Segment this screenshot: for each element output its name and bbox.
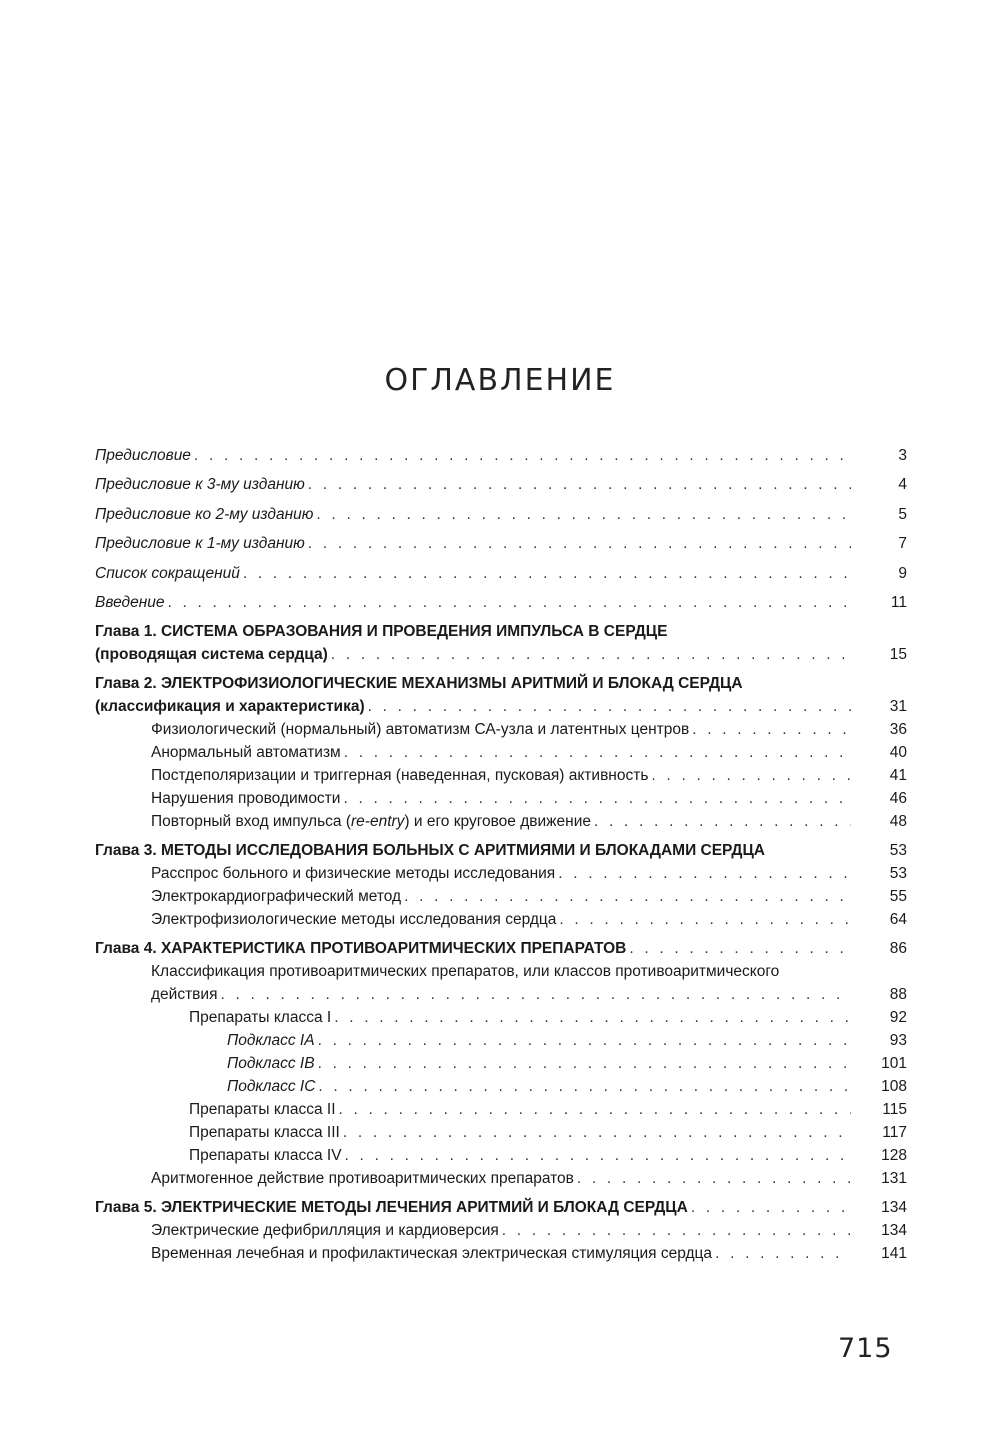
chapter-title: Глава 4. ХАРАКТЕРИСТИКА ПРОТИВОАРИТМИЧЕСКИХ ПРЕПАРАТОВ [95, 940, 627, 957]
toc-chapter-5[interactable] [95, 1196, 907, 1219]
toc-subsubsection[interactable] [95, 1029, 907, 1052]
toc-page-number: 11 [890, 594, 907, 611]
dot-leader [308, 473, 851, 496]
dot-leader [316, 503, 851, 526]
toc-page-number: 3 [898, 446, 907, 464]
dot-leader [243, 562, 851, 585]
toc-page-number: 115 [882, 1101, 907, 1118]
dot-leader [577, 1167, 851, 1190]
toc-page-number: 9 [898, 564, 907, 582]
dot-leader [368, 695, 851, 718]
toc-page-number: 86 [889, 940, 907, 957]
toc-page-number: 53 [889, 865, 907, 882]
toc-section[interactable] [95, 741, 907, 764]
toc-entry-text: Предисловие к 3-му изданию [95, 476, 305, 493]
toc-entry-text: Подкласс IC [227, 1078, 316, 1095]
toc-section[interactable] [95, 862, 907, 885]
dot-leader [715, 1242, 851, 1265]
toc-entry-text: Постдеполяризации и триггерная (наведенная, пусковая) активность [151, 767, 649, 784]
toc-chapter-4[interactable] [95, 937, 907, 960]
toc-text-part: Повторный вход импульса ( [151, 813, 352, 830]
toc-entry-text: Предисловие к 1-му изданию [95, 535, 305, 552]
dot-leader [339, 1098, 851, 1121]
page-number: 715 [838, 1333, 893, 1364]
dot-leader [404, 885, 851, 908]
toc-section[interactable] [95, 1242, 907, 1265]
toc-chapter-1[interactable] [95, 620, 907, 666]
toc-page-number: 40 [889, 744, 907, 761]
dot-leader [502, 1219, 851, 1242]
toc-entry-text: Список сокращений [95, 564, 240, 582]
toc-page-number: 53 [889, 842, 907, 859]
toc-entry-preface[interactable] [95, 437, 907, 467]
toc-subsection[interactable] [95, 1121, 907, 1144]
toc-entry-text: Подкласс IA [227, 1032, 315, 1049]
toc-entry-text: Электрокардиографический метод [151, 888, 402, 905]
toc-subsubsection[interactable] [95, 1075, 907, 1098]
toc-entry-text: Препараты класса II [189, 1101, 336, 1118]
toc-subsection[interactable] [95, 1144, 907, 1167]
toc-page-number: 117 [882, 1124, 907, 1141]
toc-entry-preface-1st[interactable] [95, 526, 907, 556]
toc-subsection[interactable] [95, 1098, 907, 1121]
toc-entry-preface-3rd[interactable] [95, 467, 907, 497]
toc-page-number: 134 [881, 1199, 907, 1216]
toc-page-number: 55 [889, 888, 907, 905]
toc-entry-text: Расспрос больного и физические методы исследования [151, 865, 556, 882]
toc-entry-abbreviations[interactable] [95, 555, 907, 585]
dot-leader [194, 444, 851, 467]
toc-page-number: 64 [889, 911, 907, 928]
toc-page-number: 128 [881, 1147, 907, 1164]
toc-section[interactable] [95, 1219, 907, 1242]
dot-leader [318, 1029, 851, 1052]
toc-entry-text: Классификация противоаритмических препаратов, или классов противоаритмического [151, 963, 780, 980]
toc-chapter-3[interactable] [95, 839, 907, 862]
toc-page-number: 5 [898, 505, 907, 523]
dot-leader [559, 908, 851, 931]
toc-entry-text: Электрические дефибрилляция и кардиоверсия [151, 1222, 499, 1239]
toc-entry-text: Препараты класса III [189, 1124, 340, 1141]
table-of-contents [95, 437, 907, 1265]
dot-leader [345, 1144, 851, 1167]
toc-page-number: 31 [889, 698, 907, 715]
toc-entry-text: Временная лечебная и профилактическая электрическая стимуляция сердца [151, 1245, 713, 1262]
toc-page-number: 141 [881, 1245, 907, 1262]
dot-leader [344, 741, 851, 764]
toc-section[interactable] [95, 787, 907, 810]
toc-entry-text: Препараты класса IV [189, 1147, 342, 1164]
dot-leader [220, 983, 851, 1006]
dot-leader [168, 591, 852, 614]
chapter-subtitle: (проводящая система сердца) [95, 646, 328, 663]
toc-entry-preface-2nd[interactable] [95, 496, 907, 526]
toc-page-number: 131 [881, 1170, 907, 1187]
toc-text-part: ) и его круговое движение [404, 813, 591, 830]
toc-section[interactable] [95, 960, 907, 1006]
toc-page-number: 36 [889, 721, 907, 738]
toc-section[interactable] [95, 908, 907, 931]
toc-entry-text: Введение [95, 594, 165, 611]
toc-section[interactable] [95, 810, 907, 833]
toc-section[interactable] [95, 885, 907, 908]
toc-page-number: 15 [889, 646, 907, 663]
dot-leader [334, 1006, 851, 1029]
page-title: ОГЛАВЛЕНИЕ [384, 363, 616, 399]
dot-leader [308, 532, 851, 555]
toc-entry-text: Анормальный автоматизм [151, 744, 341, 761]
toc-entry-text: Аритмогенное действие противоаритмических препаратов [151, 1170, 574, 1187]
toc-entry-text: Физиологический (нормальный) автоматизм СА-узла и латентных центров [151, 721, 690, 738]
dot-leader [692, 718, 851, 741]
dot-leader [318, 1075, 851, 1098]
toc-page-number: 46 [889, 790, 907, 807]
chapter-title: Глава 1. СИСТЕМА ОБРАЗОВАНИЯ И ПРОВЕДЕНИЯ ИМПУЛЬСА В СЕРДЦЕ [95, 623, 668, 640]
toc-entry-introduction[interactable] [95, 585, 907, 615]
toc-subsection[interactable] [95, 1006, 907, 1029]
dot-leader [651, 764, 851, 787]
toc-entry-text: Препараты класса I [189, 1009, 332, 1026]
toc-entry-text: Предисловие ко 2-му изданию [95, 505, 314, 523]
toc-page-number: 108 [881, 1078, 907, 1095]
toc-page-number: 4 [898, 476, 907, 493]
toc-page-number: 134 [881, 1222, 907, 1239]
toc-entry-text-cont: действия [151, 986, 218, 1003]
dot-leader [343, 1121, 851, 1144]
chapter-title: Глава 3. МЕТОДЫ ИССЛЕДОВАНИЯ БОЛЬНЫХ С АРИТМИЯМИ И БЛОКАДАМИ СЕРДЦА [95, 842, 765, 859]
toc-page-number: 88 [889, 986, 907, 1003]
toc-page-number: 41 [889, 767, 907, 784]
toc-page-number: 48 [889, 813, 907, 830]
toc-section[interactable] [95, 764, 907, 787]
toc-entry-text: Предисловие [95, 446, 191, 464]
dot-leader [343, 787, 851, 810]
toc-text-emphasis: re-entry [351, 813, 405, 830]
toc-section[interactable] [95, 1167, 907, 1190]
chapter-title: Глава 2. ЭЛЕКТРОФИЗИОЛОГИЧЕСКИЕ МЕХАНИЗМЫ АРИТМИЙ И БЛОКАД СЕРДЦА [95, 675, 743, 692]
toc-page-number: 93 [889, 1032, 907, 1049]
toc-chapter-2[interactable] [95, 672, 907, 718]
toc-page-number: 92 [889, 1009, 907, 1026]
dot-leader [318, 1052, 851, 1075]
dot-leader [691, 1196, 851, 1219]
chapter-subtitle: (классификация и характеристика) [95, 698, 365, 715]
toc-entry-text: Электрофизиологические методы исследования сердца [151, 911, 557, 928]
toc-subsubsection[interactable] [95, 1052, 907, 1075]
toc-section[interactable] [95, 718, 907, 741]
dot-leader [558, 862, 851, 885]
dot-leader [629, 937, 851, 960]
chapter-title: Глава 5. ЭЛЕКТРИЧЕСКИЕ МЕТОДЫ ЛЕЧЕНИЯ АРИТМИЙ И БЛОКАД СЕРДЦА [95, 1199, 688, 1216]
toc-page-number: 7 [898, 535, 907, 552]
toc-entry-text: Подкласс IB [227, 1055, 315, 1072]
dot-leader [594, 810, 851, 833]
toc-entry-text: Нарушения проводимости [151, 790, 341, 807]
toc-entry-text [151, 810, 591, 833]
toc-page-number: 101 [881, 1055, 907, 1072]
dot-leader [331, 643, 851, 666]
